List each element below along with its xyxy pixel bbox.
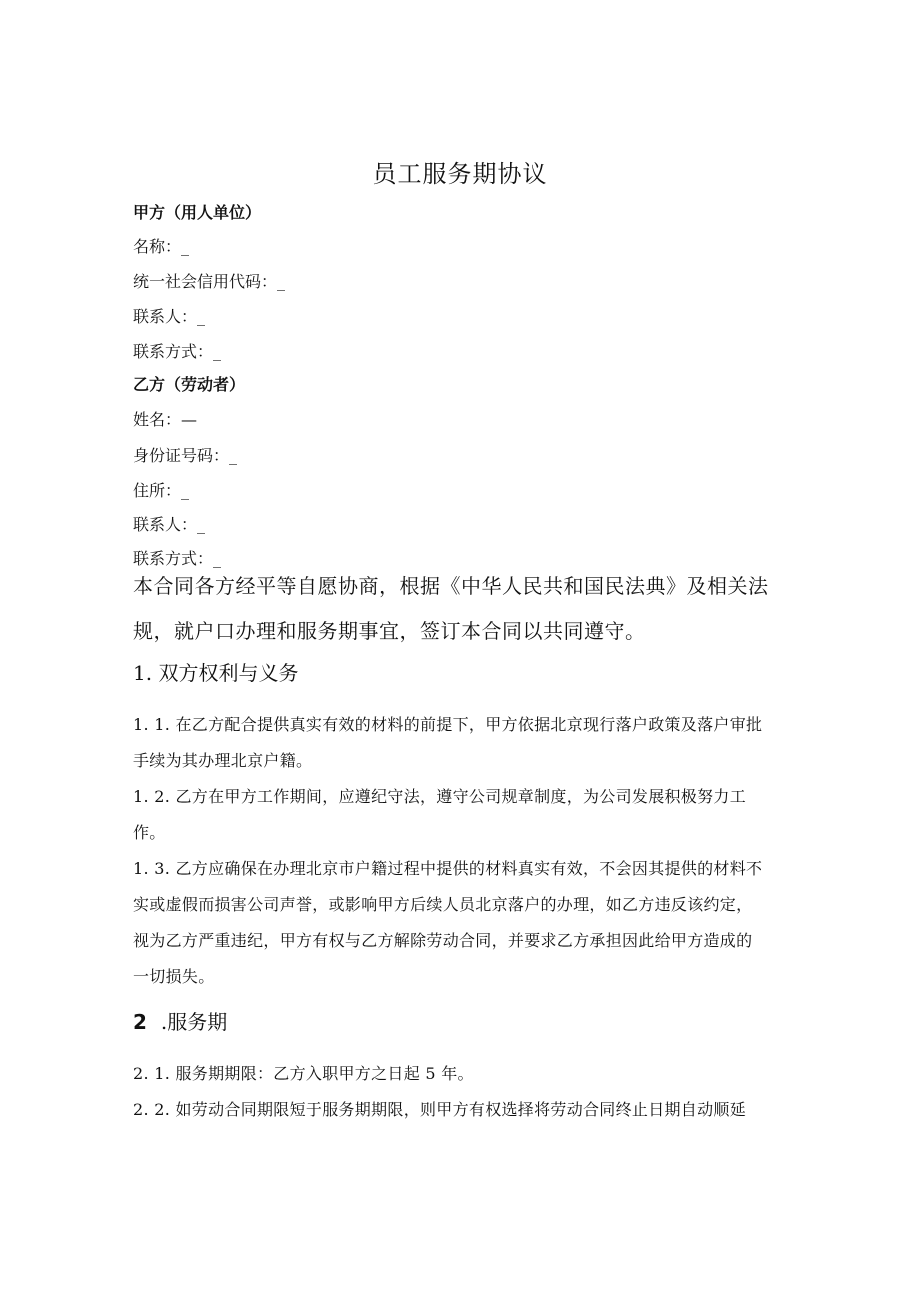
party-b-name-field: 姓名：— bbox=[133, 410, 198, 429]
section-2-title: .服务期 bbox=[160, 1010, 228, 1034]
party-b-address-field: 住所：_ bbox=[133, 481, 190, 500]
clause-2-1-line: 2. 1. 服务期期限：乙方入职甲方之日起 5 年。 bbox=[133, 1064, 474, 1083]
clause-1-3-line: 一切损失。 bbox=[133, 967, 215, 986]
party-b-header: 乙方（劳动者） bbox=[133, 375, 246, 394]
clause-1-3-line: 视为乙方严重违纪，甲方有权与乙方解除劳动合同，并要求乙方承担因此给甲方造成的 bbox=[133, 931, 753, 950]
party-b-phone-field: 联系方式：_ bbox=[133, 549, 222, 568]
clause-1-2-line: 作。 bbox=[133, 823, 166, 842]
clause-2-2-line: 2. 2. 如劳动合同期限短于服务期期限，则甲方有权选择将劳动合同终止日期自动顺延 bbox=[133, 1100, 747, 1119]
party-b-contact-field: 联系人：_ bbox=[133, 515, 206, 534]
party-a-credit-code-field: 统一社会信用代码：_ bbox=[133, 272, 286, 291]
clause-1-3-line: 实或虚假而损害公司声誉，或影响甲方后续人员北京落户的办理，如乙方违反该约定， bbox=[133, 895, 753, 914]
clause-1-1-line: 1. 1. 在乙方配合提供真实有效的材料的前提下，甲方依据北京现行落户政策及落户审批 bbox=[133, 715, 763, 734]
section-2-heading bbox=[133, 1008, 227, 1036]
party-a-name-field: 名称：_ bbox=[133, 237, 190, 256]
section-2-number: 2 bbox=[133, 1010, 147, 1034]
intro-line: 规，就户口办理和服务期事宜，签订本合同以共同遵守。 bbox=[133, 619, 646, 643]
party-a-contact-field: 联系人：_ bbox=[133, 307, 206, 326]
clause-1-1-line: 手续为其办理北京户籍。 bbox=[133, 751, 313, 770]
section-1-heading: 1. 双方权利与义务 bbox=[133, 661, 299, 685]
party-a-header: 甲方（用人单位） bbox=[133, 203, 262, 222]
party-b-id-field: 身份证号码：_ bbox=[133, 446, 238, 465]
clause-1-3-line: 1. 3. 乙方应确保在办理北京市户籍过程中提供的材料真实有效，不会因其提供的材料不 bbox=[133, 859, 763, 878]
clause-1-2-line: 1. 2. 乙方在甲方工作期间，应遵纪守法，遵守公司规章制度，为公司发展积极努力工 bbox=[133, 787, 747, 806]
document-title: 员工服务期协议 bbox=[372, 160, 548, 188]
intro-line: 本合同各方经平等自愿协商，根据《中华人民共和国民法典》及相关法 bbox=[133, 574, 769, 598]
party-a-phone-field: 联系方式：_ bbox=[133, 342, 222, 361]
